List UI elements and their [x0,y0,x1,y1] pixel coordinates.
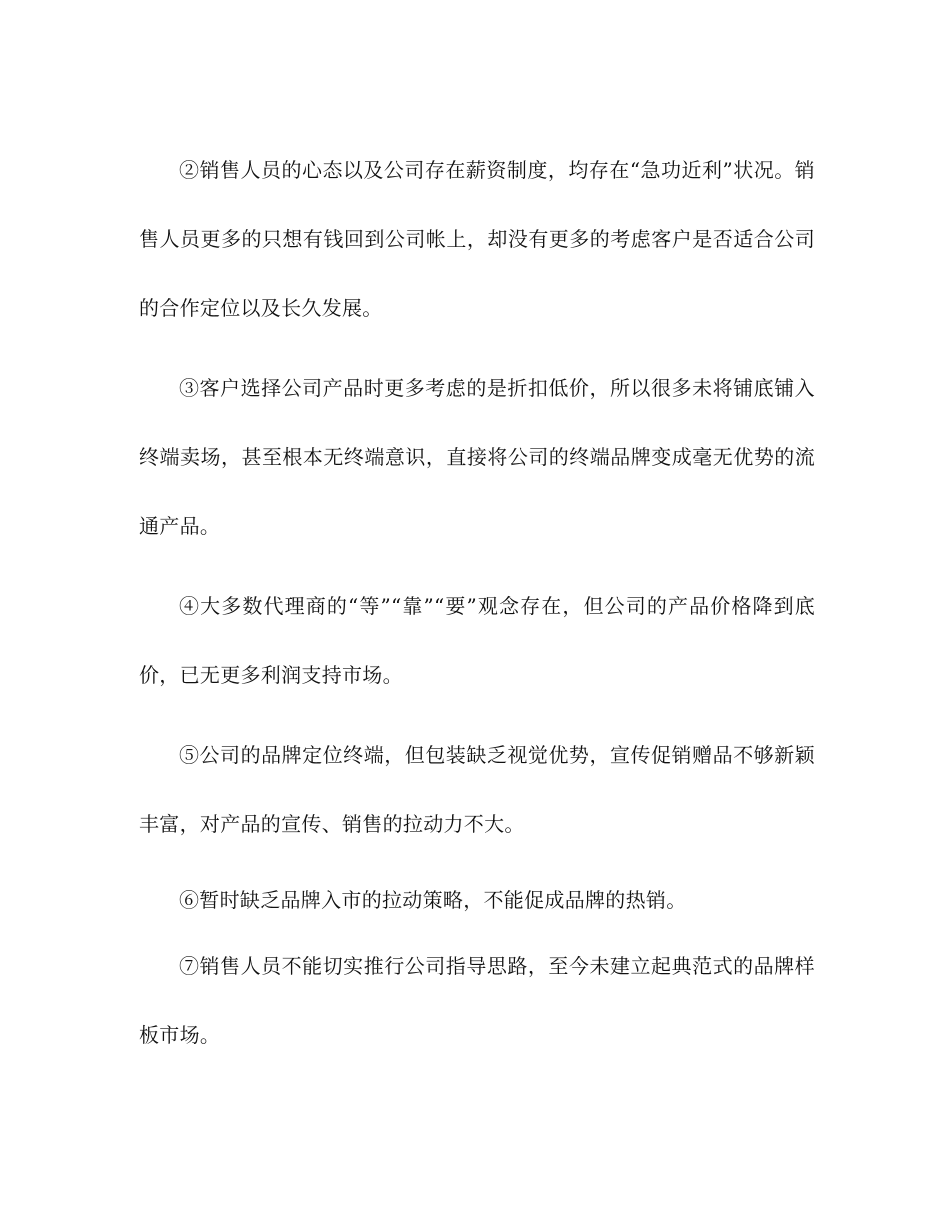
paragraph-4: ④大多数代理商的“等”“靠”“要”观念存在，但公司的产品价格降到底价，已无更多利润支持市场。 [139,594,815,687]
paragraph-3: ③客户选择公司产品时更多考虑的是折扣低价，所以很多未将铺底铺入终端卖场，甚至根本无终端意识，直接将公司的终端品牌变成毫无优势的流通产品。 [139,376,815,538]
paragraph-5: ⑤公司的品牌定位终端，但包装缺乏视觉优势，宣传促销赠品不够新颖丰富，对产品的宣传、销售的拉动力不大。 [139,743,815,836]
document-body [139,136,815,1081]
paragraph-6: ⑥暂时缺乏品牌入市的拉动策略，不能促成品牌的热销。 [179,888,687,912]
paragraph-7: ⑦销售人员不能切实推行公司指导思路，至今未建立起典范式的品牌样板市场。 [139,954,815,1047]
paragraph-2: ②销售人员的心态以及公司存在薪资制度，均存在“急功近利”状况。销售人员更多的只想有钱回到公司帐上，却没有更多的考虑客户是否适合公司的合作定位以及长久发展。 [139,158,815,320]
